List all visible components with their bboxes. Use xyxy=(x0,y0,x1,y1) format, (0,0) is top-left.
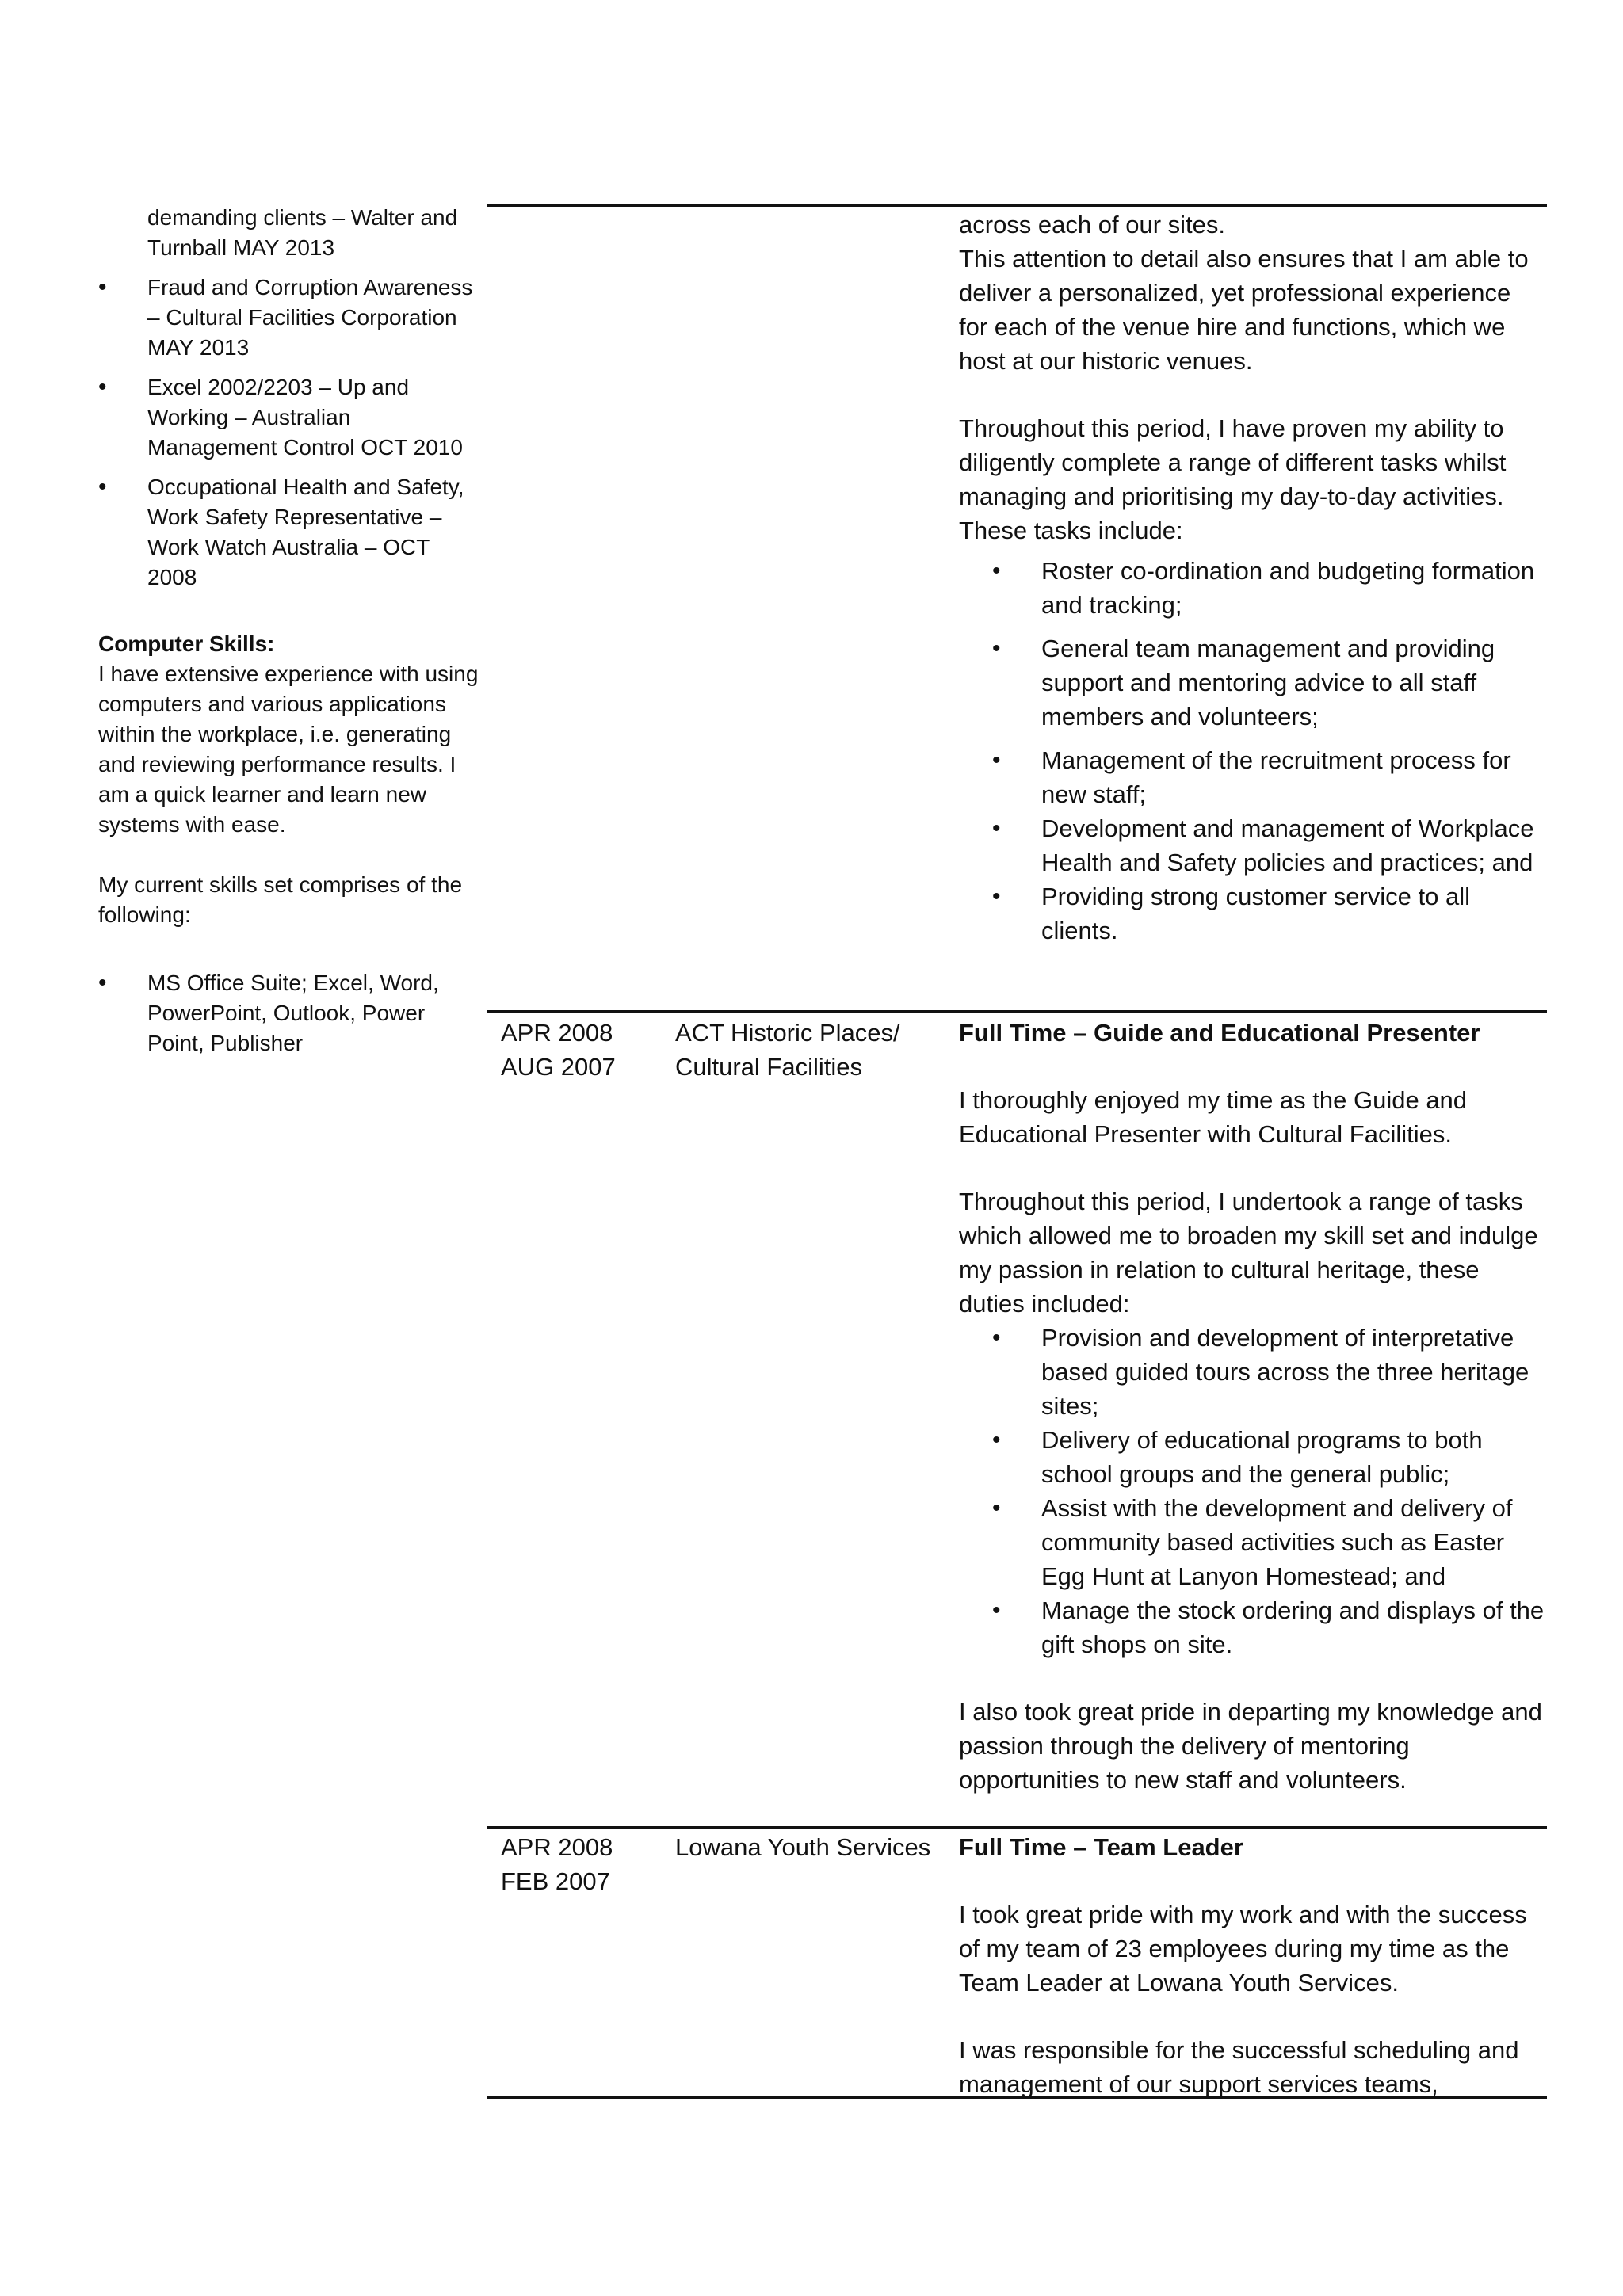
list-item: • Delivery of educational programs to both school groups and the general public; xyxy=(959,1423,1545,1491)
list-item: • MS Office Suite; Excel, Word, PowerPoint, Outlook, Power Point, Publisher xyxy=(98,970,439,1055)
bullet-icon: • xyxy=(992,635,1001,662)
training-list xyxy=(98,203,482,593)
list-item: • Development and management of Workplace Health and Safety policies and practices; and xyxy=(959,811,1545,879)
list-item: • Management of the recruitment process for new staff; xyxy=(959,743,1545,811)
bullet-icon: • xyxy=(98,970,107,996)
skills-list xyxy=(98,968,482,1058)
bullet-icon: • xyxy=(992,558,1001,584)
table-rule-top xyxy=(487,204,1547,207)
duty-list xyxy=(959,1321,1545,1661)
list-item: demanding clients – Walter and Turnball MAY 2013 xyxy=(147,205,458,260)
row2-dates: APR 2008 AUG 2007 xyxy=(501,1019,616,1081)
bullet-icon: • xyxy=(98,274,107,300)
row3-organisation: Lowana Youth Services xyxy=(675,1833,931,1861)
skills-intro: My current skills set comprises of the following: xyxy=(98,872,463,927)
job-title: Full Time – Team Leader xyxy=(959,1833,1243,1861)
bullet-icon: • xyxy=(98,374,107,400)
list-item: • Provision and development of interpretative based guided tours across the three heritage sites; xyxy=(959,1321,1545,1423)
computer-skills-text: I have extensive experience with using computers and various applications within the workplace, i.e. generating and reviewing performance results. I am a quick learner and learn new systems with ease. xyxy=(98,662,479,837)
row3-description: Full Time – Team Leader I took great pride with my work and with the success of my team of 23 employees during my time as the Team Leader at Lowana Youth Services. I was responsible for the successful scheduling and management of our support services teams, xyxy=(959,1830,1545,2101)
task-list xyxy=(959,554,1545,948)
list-item: • Excel 2002/2203 – Up and Working – Australian Management Control OCT 2010 xyxy=(98,374,463,460)
list-item: • Assist with the development and delivery of community based activities such as Easter Egg Hunt at Lanyon Homestead; and xyxy=(959,1491,1545,1593)
row3-dates: APR 2008 FEB 2007 xyxy=(501,1833,613,1895)
row2-organisation: ACT Historic Places/ Cultural Facilities xyxy=(675,1019,900,1081)
table-rule-row2 xyxy=(487,1010,1547,1013)
list-item: • Roster co-ordination and budgeting formation and tracking; xyxy=(959,554,1545,622)
computer-skills-heading: Computer Skills: xyxy=(98,631,275,656)
list-item: • Occupational Health and Safety, Work Safety Representative – Work Watch Australia – OCT 2008 xyxy=(98,474,464,589)
job-title: Full Time – Guide and Educational Presenter xyxy=(959,1019,1480,1047)
bullet-icon: • xyxy=(992,747,1001,773)
row1-description: across each of our sites. This attention to detail also ensures that I am able to deliver a personalized, yet professional experience for each of the venue hire and functions, which we host at our historic venues. Throughout this period, I have proven my ability to diligently complete a range of different tasks whilst managing and prioritising my day-to-day activities. These tasks include: • Roster co-ordination and budgeting formation and tracking; • General team management and providing support and mentoring advice to all staff members and volunteers; • Management of the recruitment process for new staff; • Development and management of Workplace Health and Safety policies and practices; and • Providing strong customer service to all clients. xyxy=(959,208,1545,948)
bullet-icon: • xyxy=(992,883,1001,910)
list-item: • Fraud and Corruption Awareness – Cultural Facilities Corporation MAY 2013 xyxy=(98,274,473,360)
bullet-icon: • xyxy=(98,474,107,500)
left-column xyxy=(98,203,482,1068)
list-item: • Providing strong customer service to all clients. xyxy=(959,879,1545,948)
row2-description: Full Time – Guide and Educational Presenter I thoroughly enjoyed my time as the Guide and Educational Presenter with Cultural Facilities. Throughout this period, I undertook a range of tasks which allowed me to broaden my skill set and indulge my passion in relation to cultural heritage, these duties included: • Provision and development of interpretative based guided tours across the three heritage sites; • Delivery of educational programs to both school groups and the general public; • Assist with the development and delivery of community based activities such as Easter Egg Hunt at Lanyon Homestead; and • Manage the stock ordering and displays of the gift shops on site. I also took great pride in departing my knowledge and passion through the delivery of mentoring opportunities to new staff and volunteers. xyxy=(959,1016,1545,1797)
list-item: • Manage the stock ordering and displays of the gift shops on site. xyxy=(959,1593,1545,1661)
bullet-icon: • xyxy=(992,1597,1001,1623)
table-rule-row3 xyxy=(487,1826,1547,1829)
bullet-icon: • xyxy=(992,815,1001,841)
bullet-icon: • xyxy=(992,1325,1001,1351)
bullet-icon: • xyxy=(992,1495,1001,1521)
bullet-icon: • xyxy=(992,1427,1001,1453)
list-item: • General team management and providing support and mentoring advice to all staff members and volunteers; xyxy=(959,631,1545,734)
